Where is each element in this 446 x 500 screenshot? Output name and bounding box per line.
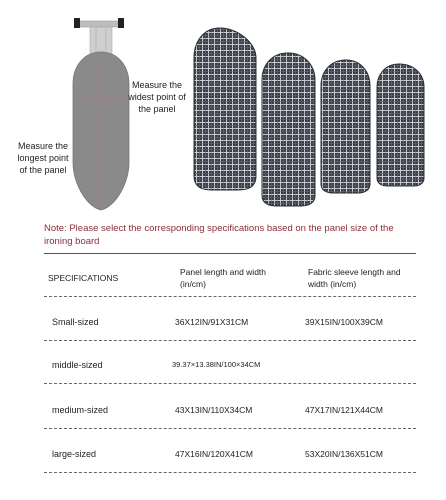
- row-panel-value: 36X12IN/91X31CM: [175, 317, 249, 327]
- width-measure-label: Measure the widest point of the panel: [128, 80, 186, 114]
- row-size-name: large-sized: [52, 449, 97, 459]
- row-sleeve-value: 39X15IN/100X39CM: [305, 317, 383, 327]
- table-rule: [44, 428, 416, 429]
- cover-medium: [262, 53, 315, 206]
- row-size-name: Small-sized: [52, 317, 99, 327]
- cover-middle: [321, 60, 370, 193]
- row-sleeve-value: 53X20IN/136X51CM: [305, 449, 383, 459]
- row-panel-value: 43X13IN/110X34CM: [175, 405, 253, 415]
- table-rule: [44, 296, 416, 297]
- row-size-name: medium-sized: [52, 405, 109, 415]
- table-rule: [44, 383, 416, 384]
- row-size-name: middle-sized: [52, 360, 103, 370]
- header-sleeve-size: Fabric sleeve length and width (in/cm): [308, 267, 401, 289]
- size-note: Note: Please select the corresponding specifications based on the panel size of the ironing board: [44, 223, 394, 247]
- cover-small: [377, 64, 424, 186]
- table-bottom-rule: [44, 472, 416, 473]
- row-sleeve-value: 47X17IN/121X44CM: [305, 405, 383, 415]
- board-stand: [74, 18, 124, 57]
- board-panel: [73, 52, 129, 210]
- cover-large: [194, 28, 256, 190]
- length-measure-label: Measure the longest point of the panel: [17, 141, 69, 175]
- header-specifications: SPECIFICATIONS: [48, 273, 119, 283]
- row-panel-value: 39.37×13.38IN/100×34CM: [172, 360, 261, 369]
- row-panel-value: 47X16IN/120X41CM: [175, 449, 253, 459]
- board-covers-photo: [190, 26, 430, 208]
- table-top-rule: [44, 253, 416, 254]
- table-rule: [44, 340, 416, 341]
- header-panel-size: Panel length and width (in/cm): [180, 267, 267, 289]
